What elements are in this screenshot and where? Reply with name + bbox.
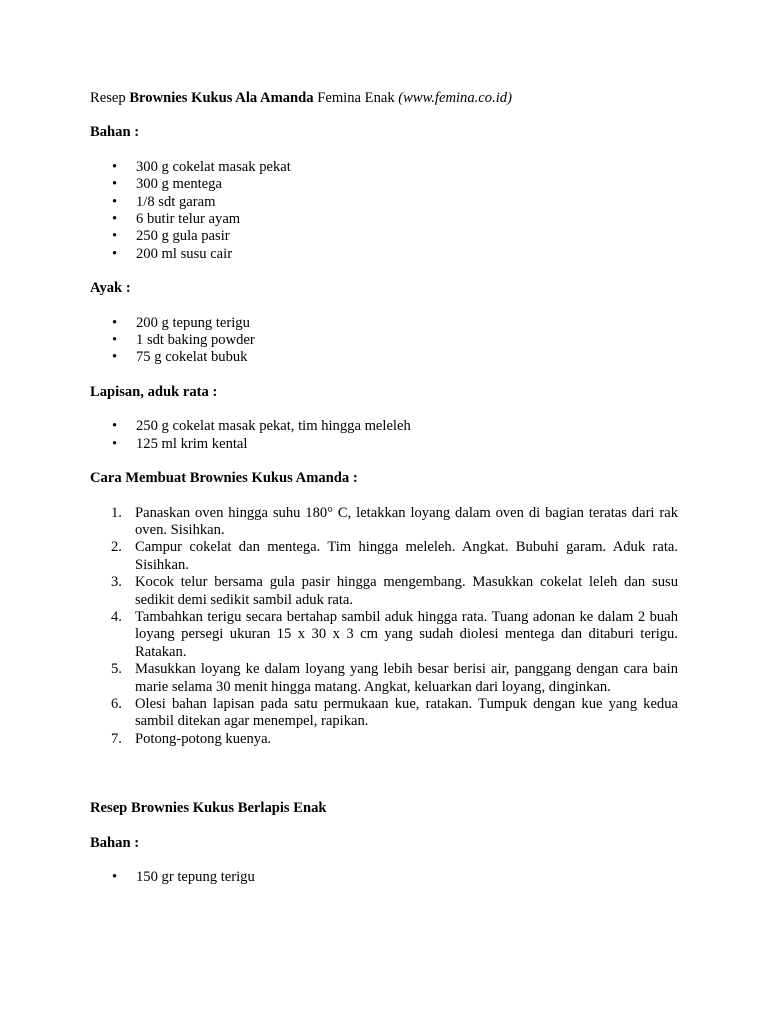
list-item: • 250 g gula pasir <box>90 228 678 245</box>
cara-steps <box>90 505 678 749</box>
lapisan-heading: Lapisan, aduk rata : <box>90 383 218 400</box>
cara-heading: Cara Membuat Brownies Kukus Amanda : <box>90 470 358 487</box>
step-number: 5. <box>111 661 122 678</box>
title-publisher: Femina Enak <box>313 90 399 106</box>
list-item: • 1 sdt baking powder <box>90 332 678 349</box>
step-item <box>90 696 678 731</box>
step-number: 6. <box>111 695 122 712</box>
document-body <box>90 90 678 886</box>
step-text: Masukkan loyang ke dalam loyang yang lebih besar berisi air, panggang dengan cara bain marie selama 30 menit hingga matang. Angkat, keluarkan dari loyang, dinginkan. <box>135 661 678 695</box>
step-item <box>90 539 678 574</box>
list-item: • 125 ml krim kental <box>90 436 678 453</box>
step-number: 1. <box>111 504 122 521</box>
step-text: Olesi bahan lapisan pada satu permukaan kue, ratakan. Tumpuk dengan kue yang kedua sambil ditekan agar menempel, rapikan. <box>135 695 678 730</box>
list-item: • 150 gr tepung terigu <box>90 869 678 886</box>
list-item: • 300 g cokelat masak pekat <box>90 159 678 176</box>
bahan-heading: Bahan : <box>90 124 140 141</box>
lapisan-list <box>90 418 678 453</box>
step-text: Potong-potong kuenya. <box>135 730 272 747</box>
recipe-title <box>90 90 678 107</box>
step-text: Kocok telur bersama gula pasir hingga mengembang. Masukkan cokelat leleh dan susu sedikit demi sedikit sambil aduk rata. <box>135 574 678 608</box>
step-number: 4. <box>111 608 122 625</box>
bahan-list <box>90 159 678 263</box>
recipe2-title: Resep Brownies Kukus Berlapis Enak <box>90 800 327 817</box>
list-item: • 75 g cokelat bubuk <box>90 349 678 366</box>
step-item <box>90 661 678 696</box>
list-item: • 200 ml susu cair <box>90 246 678 263</box>
title-source-url: (www.femina.co.id) <box>398 90 512 106</box>
step-item <box>90 574 678 609</box>
recipe2-bahan-list <box>90 869 678 886</box>
step-item <box>90 505 678 540</box>
title-prefix: Resep <box>90 90 130 106</box>
ayak-list <box>90 315 678 367</box>
ayak-heading: Ayak : <box>90 280 131 297</box>
list-item: • 250 g cokelat masak pekat, tim hingga meleleh <box>90 418 678 435</box>
step-item <box>90 731 678 748</box>
list-item: • 200 g tepung terigu <box>90 315 678 332</box>
step-item <box>90 609 678 661</box>
step-number: 3. <box>111 574 122 591</box>
list-item: • 1/8 sdt garam <box>90 194 678 211</box>
step-text: Panaskan oven hingga suhu 180° C, letakkan loyang dalam oven di bagian teratas dari rak oven. Sisihkan. <box>135 504 678 538</box>
step-number: 2. <box>111 539 122 556</box>
recipe2-bahan-heading: Bahan : <box>90 834 140 851</box>
list-item: • 6 butir telur ayam <box>90 211 678 228</box>
list-item: • 300 g mentega <box>90 176 678 193</box>
step-text: Campur cokelat dan mentega. Tim hingga meleleh. Angkat. Bubuhi garam. Aduk rata. Sisihkan. <box>135 539 678 573</box>
step-number: 7. <box>111 730 122 747</box>
step-text: Tambahkan terigu secara bertahap sambil aduk hingga rata. Tuang adonan ke dalam 2 buah loyang persegi ukuran 15 x 30 x 3 cm yang sudah diolesi mentega dan ditaburi terigu. Ratakan. <box>135 608 678 660</box>
title-recipe-name: Brownies Kukus Ala Amanda <box>129 90 314 106</box>
